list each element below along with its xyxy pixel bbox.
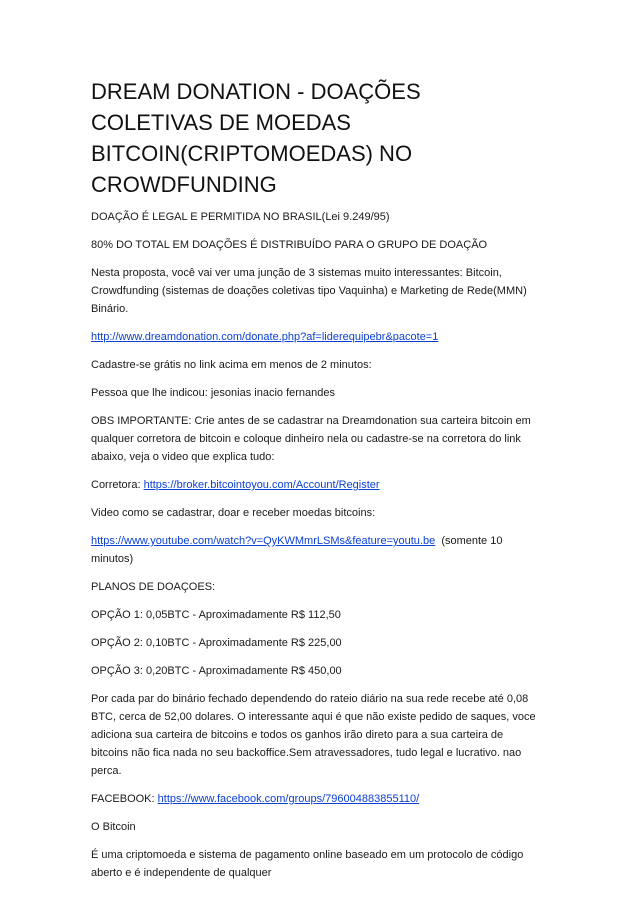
broker-link[interactable]: https://broker.bitcointoyou.com/Account/Register bbox=[143, 479, 380, 491]
bitcoin-heading: O Bitcoin bbox=[91, 821, 136, 833]
broker-label: Corretora: bbox=[91, 479, 144, 491]
broker-paragraph bbox=[91, 476, 538, 494]
bitcoin-description: É uma criptomoeda e sistema de pagamento online baseado em um protocolo de código aberto e é independente de qualquer bbox=[91, 849, 524, 879]
plan-option-2: OPÇÃO 2: 0,10BTC - Aproximadamente R$ 225,00 bbox=[91, 637, 342, 649]
facebook-link[interactable]: https://www.facebook.com/groups/796004883855110/ bbox=[157, 793, 420, 805]
binary-paragraph: Por cada par do binário fechado dependendo do rateio diário na sua rede recebe até 0,08 BTC, cerca de 52,00 dolares. O interessante aqui é que não existe pedido de saques, voce adiciona sua carteira de bitcoins e todos os ganhos irão direto para a sua carteira de bitcoins não fica nada no seu backoffice.Sem atravessadores, tudo legal e lucrativo. nao perca. bbox=[91, 693, 536, 777]
legal-notice: DOAÇÃO É LEGAL E PERMITIDA NO BRASIL(Lei 9.249/95) bbox=[91, 211, 390, 223]
document-title: DREAM DONATION - DOAÇÕES COLETIVAS DE MOEDAS BITCOIN(CRIPTOMOEDAS) NO CROWDFUNDING bbox=[91, 79, 421, 197]
plan-option-1: OPÇÃO 1: 0,05BTC - Aproximadamente R$ 112,50 bbox=[91, 609, 341, 621]
video-paragraph: Video como se cadastrar, doar e receber moedas bitcoins: bbox=[91, 507, 376, 519]
intro-paragraph: Nesta proposta, você vai ver uma junção de 3 sistemas muito interessantes: Bitcoin, Crowdfunding (sistemas de doações coletivas tipo Vaquinha) e Marketing de Rede(MMN) Binário. bbox=[91, 267, 527, 315]
plans-heading: PLANOS DE DOAÇOES: bbox=[91, 581, 216, 593]
plan-option-3: OPÇÃO 3: 0,20BTC - Aproximadamente R$ 450,00 bbox=[91, 665, 342, 677]
donate-link[interactable]: http://www.dreamdonation.com/donate.php?af=liderequipebr&pacote=1 bbox=[91, 331, 439, 343]
youtube-link[interactable]: https://www.youtube.com/watch?v=QyKWMmrLSMs&feature=youtu.be bbox=[91, 535, 436, 547]
facebook-paragraph bbox=[91, 790, 538, 808]
donate-link-paragraph bbox=[91, 328, 538, 346]
signup-paragraph: Cadastre-se grátis no link acima em menos de 2 minutos: bbox=[91, 359, 372, 371]
referrer-paragraph: Pessoa que lhe indicou: jesonias inacio fernandes bbox=[91, 387, 335, 399]
distribution-notice: 80% DO TOTAL EM DOAÇÕES É DISTRIBUÍDO PARA O GRUPO DE DOAÇÃO bbox=[91, 239, 488, 251]
youtube-paragraph bbox=[91, 532, 538, 568]
facebook-label: FACEBOOK: bbox=[91, 793, 158, 805]
important-note: OBS IMPORTANTE: Crie antes de se cadastrar na Dreamdonation sua carteira bitcoin em qualquer corretora de bitcoin e coloque dinheiro nela ou cadastre-se na corretora do link abaixo, veja o video que explica tudo: bbox=[91, 415, 531, 463]
youtube-duration-note: (somente 10 minutos) bbox=[91, 535, 506, 565]
